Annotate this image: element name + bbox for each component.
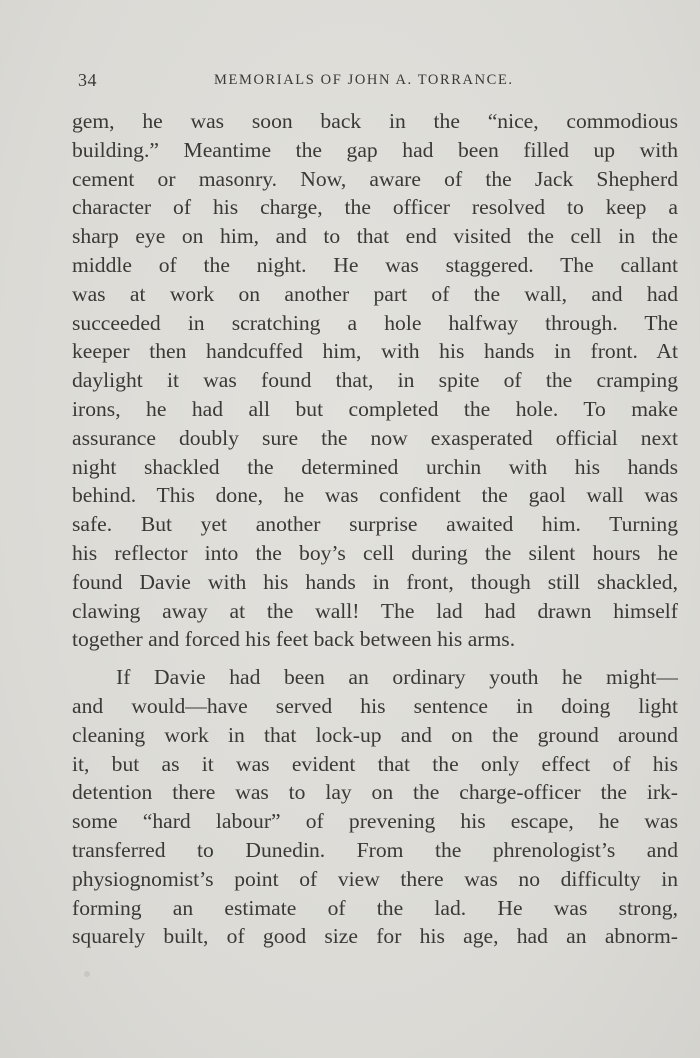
paragraph-gap <box>72 654 678 663</box>
paper-blemish <box>84 971 90 977</box>
text-line: together and forced his feet back between his arms. <box>72 627 516 652</box>
text-line: behind. This done, he was confident the gaol wall was <box>72 483 678 508</box>
running-head: MEMORIALS OF JOHN A. TORRANCE. <box>214 72 514 88</box>
text-line: physiognomist’s point of view there was no difficulty in <box>72 866 678 891</box>
text-line: middle of the night. He was staggered. The callant <box>72 252 678 277</box>
text-line: keeper then handcuffed him, with his hands in front. At <box>72 339 678 364</box>
text-line: forming an estimate of the lad. He was strong, <box>72 895 678 920</box>
text-line: irons, he had all but completed the hole. To make <box>72 396 678 421</box>
text-line: daylight it was found that, in spite of the cramping <box>72 368 678 393</box>
text-line: sharp eye on him, and to that end visited the cell in the <box>72 224 678 249</box>
paragraph <box>72 107 678 654</box>
text-line: some “hard labour” of prevening his escape, he was <box>72 809 678 834</box>
text-line: clawing away at the wall! The lad had drawn himself <box>72 598 678 623</box>
text-line: If Davie had been an ordinary youth he might— <box>116 665 678 690</box>
page-header <box>78 70 678 94</box>
text-line: detention there was to lay on the charge-officer the irk- <box>72 780 678 805</box>
text-line: transferred to Dunedin. From the phrenologist’s and <box>72 837 678 862</box>
page-number: 34 <box>78 70 97 90</box>
text-line: squarely built, of good size for his age, had an abnorm- <box>72 924 678 949</box>
text-line: character of his charge, the officer resolved to keep a <box>72 195 678 220</box>
text-line: cleaning work in that lock-up and on the ground around <box>72 722 678 747</box>
text-line: gem, he was soon back in the “nice, commodious <box>72 109 678 133</box>
text-line: it, but as it was evident that the only effect of his <box>72 751 678 776</box>
text-line: building.” Meantime the gap had been filled up with <box>72 137 678 162</box>
paragraph <box>72 663 678 951</box>
text-line: succeeded in scratching a hole halfway through. The <box>72 310 678 335</box>
text-line: was at work on another part of the wall, and had <box>72 281 678 306</box>
text-line: his reflector into the boy’s cell during the silent hours he <box>72 540 678 565</box>
text-line: night shackled the determined urchin with his hands <box>72 454 678 479</box>
text-line: and would—have served his sentence in doing light <box>72 693 678 718</box>
text-line: cement or masonry. Now, aware of the Jack Shepherd <box>72 166 678 191</box>
text-line: safe. But yet another surprise awaited him. Turning <box>72 512 678 537</box>
text-line: assurance doubly sure the now exasperated official next <box>72 425 678 450</box>
body-text <box>72 107 678 951</box>
text-line: found Davie with his hands in front, though still shackled, <box>72 569 678 594</box>
